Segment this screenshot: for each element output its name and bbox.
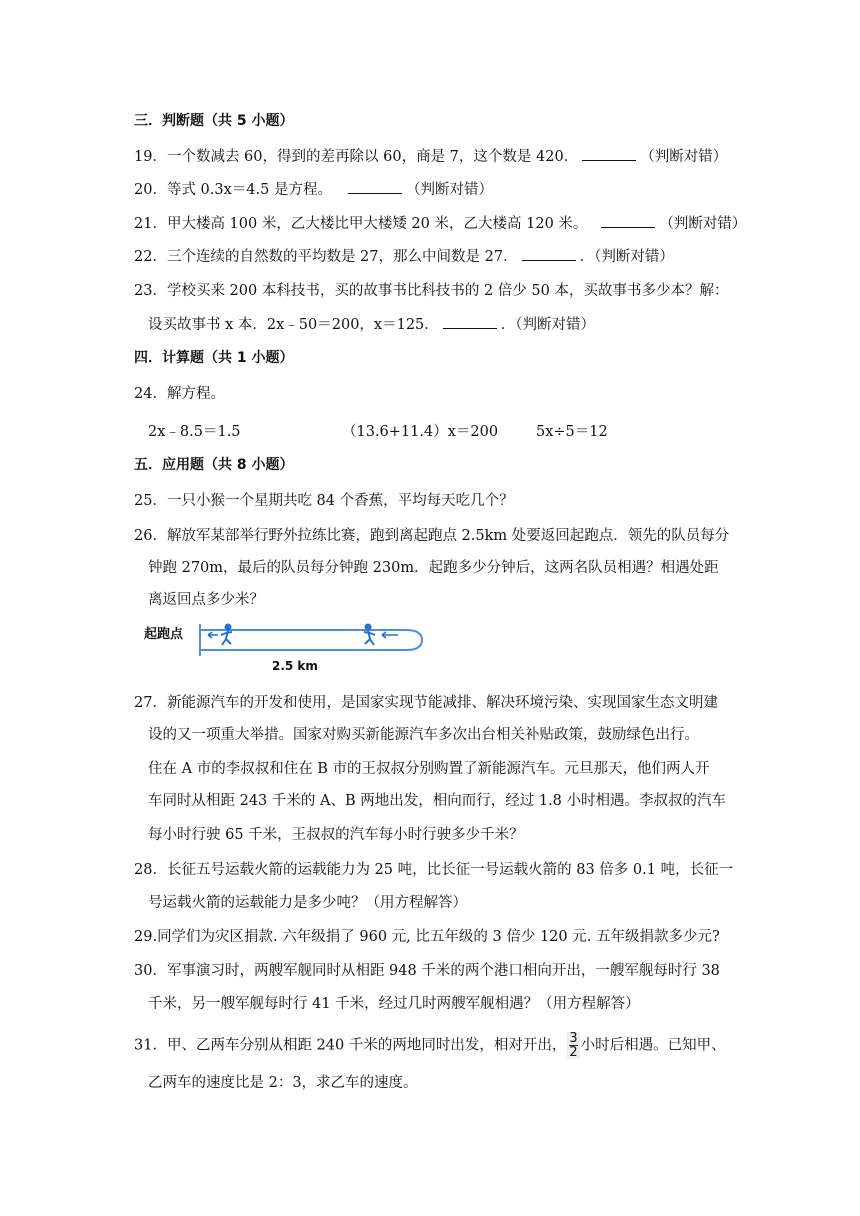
question-31 [134,1032,726,1059]
question-number: 27． [134,695,167,711]
question-28-line2: 号运载火箭的运载能力是多少吨？（用方程解答） [148,895,467,911]
question-19 [134,146,727,167]
question-31-line2: 乙两车的速度比是 2：3，求乙车的速度。 [148,1075,418,1091]
question-hint: ．（判断对错） [500,317,596,333]
question-number: 23． [134,283,167,299]
question-text-line1a: 甲、乙两车分别从相距 240 千米的两地同时出发，相对开出， [166,1037,567,1054]
question-number: 20． [134,182,167,198]
answer-blank[interactable] [582,146,636,161]
question-text-line1: 长征五号运载火箭的运载能力为 25 吨，比长征一号运载火箭的 83 倍多 0.1 吨，长征一 [166,862,734,878]
question-number: 28． [134,862,167,878]
question-26-line3: 离返回点多少米？ [148,592,264,608]
question-text: 一只小猴一个星期共吃 84 个香蕉，平均每天吃几个？ [166,493,514,509]
question-text: 同学们为灾区捐款. 六年级捐了 960 元, 比五年级的 3 倍少 120 元. 五年级捐款多少元? [157,929,720,945]
question-24 [134,384,225,404]
question-hint: （判断对错） [405,182,493,198]
question-text: 甲大楼高 100 米，乙大楼比甲大楼矮 20 米，乙大楼高 120 米。 [166,216,588,232]
question-text: 三个连续的自然数的平均数是 27，那么中间数是 27． [166,249,518,265]
start-point-label: 起跑点 [144,627,184,642]
equation-3: 5x÷5＝12 [536,424,608,440]
question-text: 等式 0.3x＝4.5 是方程。 [166,182,332,198]
question-text-line2: 设买故事书 x 本．2x﹣50＝200，x＝125． [148,317,439,333]
question-number: 21． [134,216,167,232]
running-track-figure [142,618,432,676]
equation-2: （13.6+11.4）x＝200 [342,424,499,440]
distance-label: 2.5 km [272,659,318,673]
question-number: 31． [134,1037,167,1054]
question-27-line3: 住在 A 市的李叔叔和住在 B 市的王叔叔分别购置了新能源汽车。元旦那天，他们两人开 [148,761,710,777]
question-hint: （判断对错） [640,149,728,165]
question-30-line2: 千米，另一艘军舰每时行 41 千米，经过几时两艘军舰相遇？（用方程解答） [148,996,640,1012]
question-text: 解方程。 [166,386,225,402]
question-number: 22． [134,249,167,265]
question-number: 26． [134,528,167,544]
equation-1: 2x﹣8.5＝1.5 [148,424,241,440]
question-number: 25． [134,493,167,509]
section-title-application: 五．应用题（共 8 小题） [134,457,294,473]
question-number: 19． [134,149,167,165]
question-27-line5: 每小时行驶 65 千米，王叔叔的汽车每小时行驶多少千米？ [148,827,524,843]
fraction [567,1032,579,1059]
section-title-judgement: 三．判断题（共 5 小题） [134,113,294,129]
question-text-line1b: 小时后相遇。已知甲、 [580,1037,726,1054]
question-27 [134,693,718,713]
answer-blank[interactable] [443,314,497,329]
question-27-line4: 车同时从相距 243 千米的 A、B 两地出发，相向而行，经过 1.8 小时相遇。李叔叔的汽车 [148,793,727,809]
question-21 [134,213,746,234]
question-text-line1: 学校买来 200 本科技书，买的故事书比科技书的 2 倍少 50 本，买故事书多少本？解： [166,283,729,299]
question-text-line1: 解放军某部举行野外拉练比赛，跑到离起跑点 2.5km 处要返回起跑点．领先的队员每分 [166,528,730,544]
question-number: 30． [134,963,167,979]
question-hint: （判断对错） [659,216,747,232]
section-title-calculation: 四．计算题（共 1 小题） [134,350,294,366]
question-26-line2: 钟跑 270m，最后的队员每分钟跑 230m．起跑多少分钟后，这两名队员相遇？相遇处距 [148,560,719,576]
question-26 [134,526,729,546]
question-hint: ．（判断对错） [579,249,674,265]
question-text-line1: 军事演习时，两艘军舰同时从相距 948 千米的两个港口相向开出，一艘军舰每时行 38 [166,963,720,979]
fraction-numerator: 3 [569,1031,578,1046]
question-22 [134,246,674,267]
answer-blank[interactable] [348,179,402,194]
question-20 [134,179,493,200]
question-29 [134,927,720,947]
answer-blank[interactable] [601,213,655,228]
question-23-cont [148,314,595,335]
question-text: 一个数减去 60，得到的差再除以 60，商是 7，这个数是 420． [166,149,579,165]
question-27-line2: 设的又一项重大举措。国家对购买新能源汽车多次出台相关补贴政策，鼓励绿色出行。 [148,727,699,743]
question-number: 24． [134,386,167,402]
fraction-denominator: 2 [569,1045,578,1060]
question-28 [134,860,733,880]
question-30 [134,961,720,981]
question-number: 29. [134,929,158,945]
answer-blank[interactable] [522,246,576,261]
question-text-line1: 新能源汽车的开发和使用，是国家实现节能减排、解决环境污染、实现国家生态文明建 [166,695,718,711]
track-diagram [142,618,432,676]
question-25 [134,491,514,511]
question-23 [134,281,728,301]
